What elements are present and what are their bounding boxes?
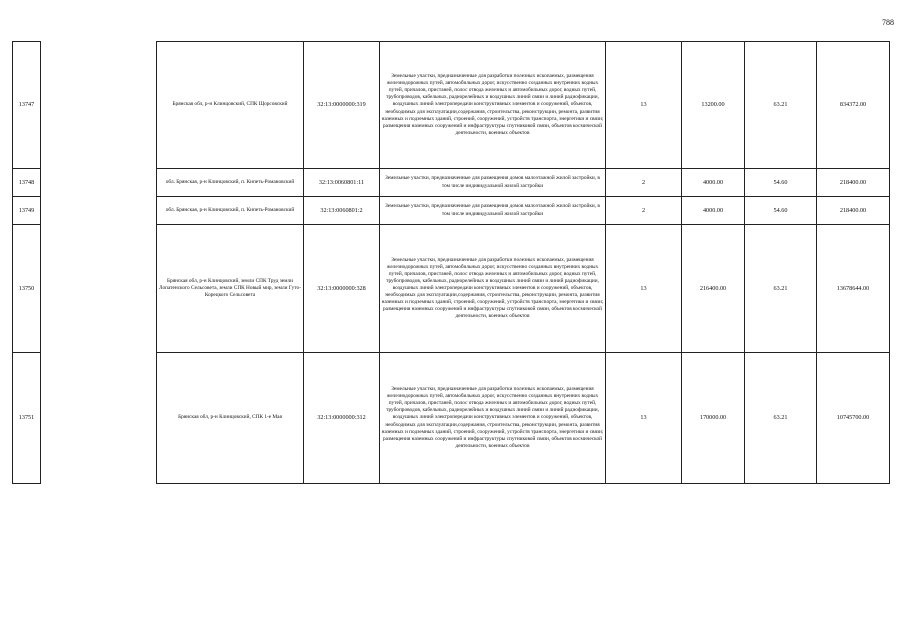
row-value: 218400.00 (817, 197, 890, 225)
row-address: обл. Брянская, р-н Клинцовский, п. Кипеть-Романовский (157, 197, 304, 225)
row-value: 10745700.00 (817, 353, 890, 484)
table-row (13, 42, 890, 169)
row-id: 13749 (13, 197, 41, 225)
row-id: 13748 (13, 169, 41, 197)
row-permitted-use: Земельные участки, предназначенные для разработки полезных ископаемых, размещения железнодорожных путей, автомобильных дорог, искусственно созданных внутренних водных путей, причалов, пристаней, полос отвода железных и автомобильных дорог, водных путей, трубопроводов, кабельных, радиорелейных и воздушных линий связи и линий радиофикации, воздушных линий электропередачи конструктивных элементов и сооружений, объектов, необходимых для эксплуатации,содержания, строительства, реконструкции, ремонта, развития наземных и подземных зданий, строений, сооружений, устройств транспорта, энергетики и связи; размещения наземных сооружений и инфраструктуры спутниковой связи, объектов космической деятельности, военных объектов (380, 353, 606, 484)
row-permitted-use: Земельные участки, предназначенные для размещения домов малоэтажной жилой застройки, в том числе индивидуальной жилой застройки (380, 197, 606, 225)
row-area: 170000.00 (682, 353, 745, 484)
blank-cell (41, 169, 157, 197)
row-rate: 63.21 (745, 225, 817, 353)
blank-cell (41, 225, 157, 353)
row-address: Брянская обл, р-н Клинцовский, земли СПК Труд земли Лопатенского Сельсовета, земли СПК Новый мир, земли Гуто-Корецкого Сельсовета (157, 225, 304, 353)
table-row (13, 353, 890, 484)
row-rate: 63.21 (745, 353, 817, 484)
row-address: Брянская обл, р-н Клинцовский, СПК 1-е Мая (157, 353, 304, 484)
row-value: 834372.00 (817, 42, 890, 169)
table-row (13, 169, 890, 197)
row-rate: 54.60 (745, 169, 817, 197)
row-address: обл. Брянская, р-н Клинцовский, п. Кипеть-Романовский (157, 169, 304, 197)
row-cadastral-number: 32:13:0060801:2 (304, 197, 380, 225)
row-value: 13678644.00 (817, 225, 890, 353)
row-cadastral-number: 32:13:0000000:328 (304, 225, 380, 353)
row-id: 13751 (13, 353, 41, 484)
row-value: 218400.00 (817, 169, 890, 197)
row-id: 13747 (13, 42, 41, 169)
blank-cell (41, 353, 157, 484)
row-cadastral-number: 32:13:0000000:319 (304, 42, 380, 169)
row-category: 13 (606, 353, 682, 484)
row-permitted-use: Земельные участки, предназначенные для разработки полезных ископаемых, размещения железнодорожных путей, автомобильных дорог, искусственно созданных внутренних водных путей, причалов, пристаней, полос отвода железных и автомобильных дорог, водных путей, трубопроводов, кабельных, радиорелейных и воздушных линий связи и линий радиофикации, воздушных линий электропередачи конструктивных элементов и сооружений, объектов, необходимых для эксплуатации,содержания, строительства, реконструкции, ремонта, развития наземных и подземных зданий, строений, сооружений, устройств транспорта, энергетики и связи; размещения наземных сооружений и инфраструктуры спутниковой связи, объектов космической деятельности, военных объектов (380, 225, 606, 353)
row-area: 216400.00 (682, 225, 745, 353)
land-registry-table (12, 41, 890, 484)
row-cadastral-number: 32:13:0060801:11 (304, 169, 380, 197)
row-address: Брянская обл, р-н Клинцовский, СПК Щорсовский (157, 42, 304, 169)
table-row (13, 197, 890, 225)
row-category: 13 (606, 42, 682, 169)
page-number: 788 (882, 18, 894, 27)
row-rate: 63.21 (745, 42, 817, 169)
blank-cell (41, 197, 157, 225)
row-category: 13 (606, 225, 682, 353)
row-cadastral-number: 32:13:0000000:312 (304, 353, 380, 484)
row-category: 2 (606, 197, 682, 225)
table-row (13, 225, 890, 353)
row-area: 4000.00 (682, 197, 745, 225)
row-area: 4000.00 (682, 169, 745, 197)
row-permitted-use: Земельные участки, предназначенные для размещения домов малоэтажной жилой застройки, в том числе индивидуальной жилой застройки (380, 169, 606, 197)
row-id: 13750 (13, 225, 41, 353)
row-permitted-use: Земельные участки, предназначенные для разработки полезных ископаемых, размещения железнодорожных путей, автомобильных дорог, искусственно созданных внутренних водных путей, причалов, пристаней, полос отвода железных и автомобильных дорог, водных путей, трубопроводов, кабельных, радиорелейных и воздушных линий связи и линий радиофикации, воздушных линий электропередачи конструктивных элементов и сооружений, объектов, необходимых для эксплуатации,содержания, строительства, реконструкции, ремонта, развития наземных и подземных зданий, строений, сооружений, устройств транспорта, энергетики и связи; размещения наземных сооружений и инфраструктуры спутниковой связи, объектов космической деятельности, военных объектов (380, 42, 606, 169)
row-rate: 54.60 (745, 197, 817, 225)
row-category: 2 (606, 169, 682, 197)
row-area: 13200.00 (682, 42, 745, 169)
blank-cell (41, 42, 157, 169)
